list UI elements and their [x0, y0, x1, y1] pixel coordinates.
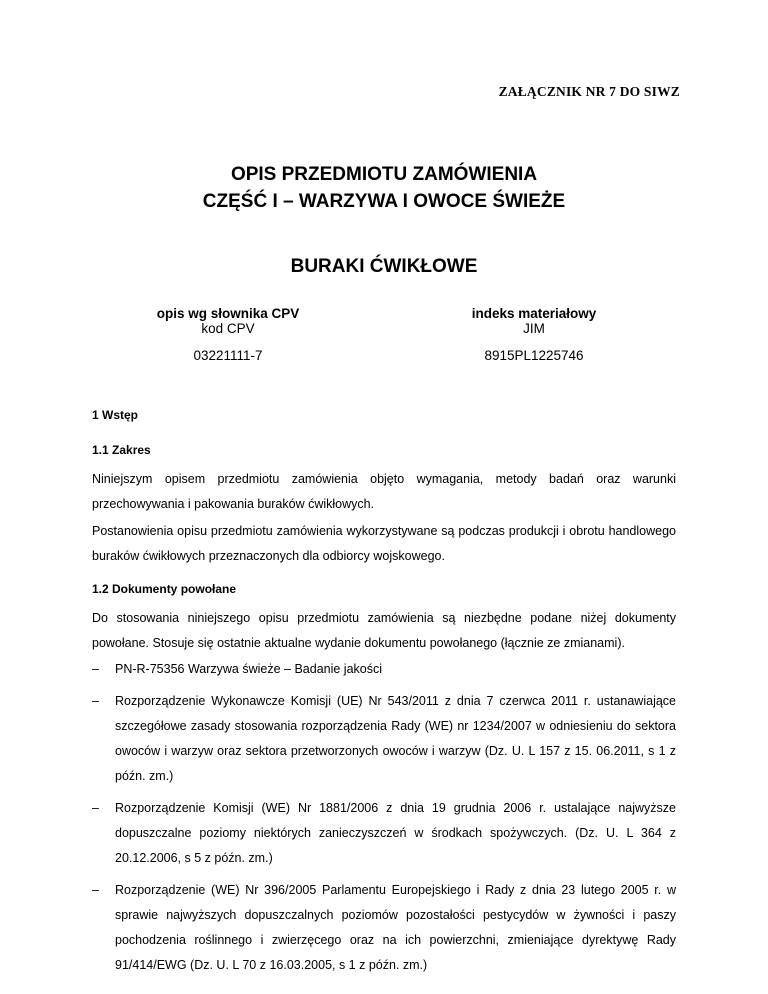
list-item-text: Rozporządzenie Wykonawcze Komisji (UE) Nr 543/2011 z dnia 7 czerwca 2011 r. ustanawiające szczegółowe zasady stosowania rozporządzenia Rady (WE) nr 1234/2007 w odniesieniu do sektora owoców i warzyw oraz sektora przetworzonych owoców i warzyw (Dz. U. L 157 z 15. 06.2011, s 1 z późn. zm.) [115, 694, 676, 783]
section-heading-documents: 1.2 Dokumenty powołane [92, 582, 237, 596]
list-dash: – [92, 662, 99, 676]
scope-paragraph-1: Niniejszym opisem przedmiotu zamówienia objęto wymagania, metody badań oraz warunki przechowywania i pakowania buraków ćwikłowych. [92, 472, 676, 511]
scope-paragraph-2: Postanowienia opisu przedmiotu zamówienia wykorzystywane są podczas produkcji i obrotu handlowego buraków ćwikłowych przeznaczonych dla odbiorcy wojskowego. [92, 524, 676, 563]
product-name: BURAKI ĆWIKŁOWE [290, 256, 478, 277]
material-index-value: 8915PL1225746 [484, 348, 584, 363]
document-subtitle: CZĘŚĆ I – WARZYWA I OWOCE ŚWIEŻE [202, 191, 566, 212]
list-item-text: Rozporządzenie (WE) Nr 396/2005 Parlamentu Europejskiego i Rady z dnia 23 lutego 2005 r. w sprawie najwyższych dopuszczalnych poziomów pozostałości pestycydów w żywności i paszy pochodzenia roślinnego i zwierzęcego oraz na ich powierzchni, zmieniające dyrektywę Rady 91/414/EWG (Dz. U. L 70 z 16.03.2005, s 1 z późn. zm.) [115, 883, 676, 972]
list-dash: – [92, 694, 99, 708]
list-dash: – [92, 801, 99, 815]
material-index-column [384, 306, 684, 363]
list-item [92, 796, 676, 871]
document-title: OPIS PRZEDMIOTU ZAMÓWIENIA [230, 164, 538, 185]
annex-label: ZAŁĄCZNIK NR 7 DO SIWZ [498, 84, 680, 99]
cpv-subheader: kod CPV [201, 321, 255, 336]
cpv-column [78, 306, 378, 363]
cpv-header: opis wg słownika CPV [156, 306, 300, 321]
section-heading-scope: 1.1 Zakres [92, 443, 151, 457]
cpv-code: 03221111-7 [193, 348, 263, 363]
documents-list [92, 657, 676, 985]
material-index-subheader: JIM [523, 321, 545, 336]
list-item [92, 657, 676, 682]
list-item-text: PN-R-75356 Warzywa świeże – Badanie jakości [115, 662, 383, 676]
section-heading-intro: 1 Wstęp [92, 408, 139, 422]
list-dash: – [92, 883, 99, 897]
material-index-header: indeks materiałowy [471, 306, 597, 321]
list-item-text: Rozporządzenie Komisji (WE) Nr 1881/2006 z dnia 19 grudnia 2006 r. ustalające najwyższe dopuszczalne poziomy niektórych zanieczyszczeń w środkach spożywczych. (Dz. U. L 364 z 20.12.2006, s 5 z późn. zm.) [115, 801, 676, 865]
list-item [92, 878, 676, 978]
list-item [92, 689, 676, 789]
documents-intro-paragraph: Do stosowania niniejszego opisu przedmiotu zamówienia są niezbędne podane niżej dokumenty powołane. Stosuje się ostatnie aktualne wydanie dokumentu powołanego (łącznie ze zmianami). [92, 611, 676, 650]
